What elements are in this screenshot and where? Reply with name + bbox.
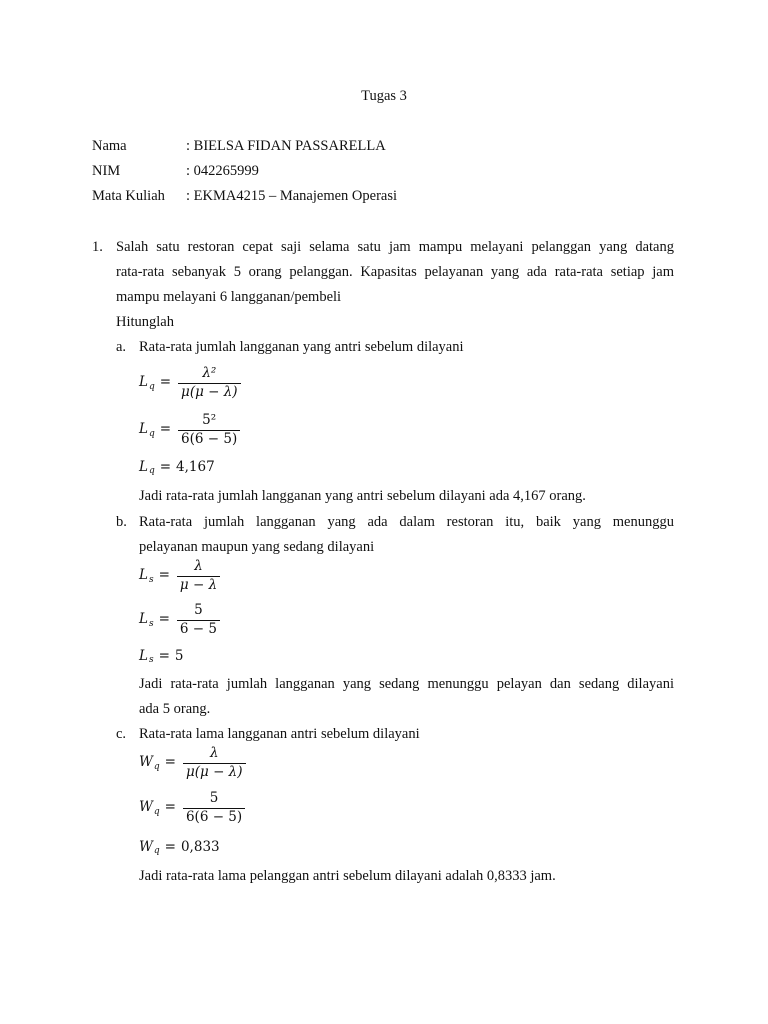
equals-sign: = — [164, 754, 176, 771]
fraction — [178, 367, 241, 399]
document-title: Tugas 3 — [361, 88, 407, 104]
equals-sign: = — [158, 567, 170, 584]
part-b-letter: b. — [116, 514, 127, 530]
formula-symbol: L — [139, 648, 148, 664]
formula-subscript: q — [148, 466, 155, 477]
result-value: 4,167 — [176, 459, 215, 475]
name-value: : BIELSA FIDAN PASSARELLA — [186, 138, 386, 154]
part-b-result — [139, 650, 184, 664]
formula-symbol: L — [139, 611, 148, 628]
course-value: : EKMA4215 – Manajemen Operasi — [186, 188, 398, 204]
fraction-denominator: 6 − 5 — [177, 620, 220, 637]
formula-symbol: W — [139, 799, 153, 816]
part-b-substitution — [139, 604, 220, 636]
part-b-heading-2: pelayanan maupun yang sedang dilayani — [139, 539, 375, 555]
fraction-numerator: λ — [194, 558, 203, 574]
part-b-heading-1: Rata-rata jumlah langganan yang ada dalam restoran itu, baik yang menunggu — [139, 514, 674, 530]
result-value: 5 — [174, 648, 184, 664]
fraction — [183, 792, 245, 824]
question-instruction: Hitunglah — [116, 314, 174, 330]
equals-sign: = — [159, 421, 172, 438]
fraction-numerator: 5 — [209, 790, 219, 806]
formula-subscript: q — [153, 761, 160, 772]
fraction — [183, 747, 246, 779]
question-line-2: rata-rata sebanyak 5 orang pelanggan. Kapasitas pelayanan yang ada rata-rata setiap jam — [116, 264, 674, 280]
fraction-denominator: μ(μ − λ) — [183, 763, 246, 780]
part-a-letter: a. — [116, 339, 127, 355]
question-line-1: Salah satu restoran cepat saji selama satu jam mampu melayani pelanggan yang datang — [116, 239, 674, 255]
equals-sign: = — [158, 648, 170, 664]
fraction-numerator: 5 — [194, 602, 203, 618]
formula-subscript: q — [153, 806, 160, 817]
formula-subscript: s — [148, 618, 154, 629]
question-number: 1. — [92, 239, 103, 255]
fraction-numerator: 5² — [202, 412, 217, 428]
part-a-conclusion: Jadi rata-rata jumlah langganan yang antri sebelum dilayani ada 4,167 orang. — [139, 488, 586, 504]
part-c-result — [139, 841, 220, 855]
part-c-substitution — [139, 792, 245, 824]
course-label: Mata Kuliah — [92, 188, 165, 204]
part-c-heading: Rata-rata lama langganan antri sebelum dilayani — [139, 726, 420, 742]
part-b-formula — [139, 560, 220, 592]
name-label: Nama — [92, 138, 127, 154]
fraction-denominator: 6(6 − 5) — [183, 808, 245, 825]
fraction-numerator: λ — [209, 745, 219, 761]
part-a-substitution — [139, 414, 240, 446]
fraction — [178, 414, 240, 446]
part-b-conclusion-2: ada 5 orang. — [139, 701, 211, 717]
formula-subscript: s — [148, 574, 154, 585]
equals-sign: = — [158, 611, 170, 628]
formula-symbol: L — [139, 421, 148, 438]
fraction-denominator: 6(6 − 5) — [178, 430, 240, 447]
part-c-formula — [139, 747, 246, 779]
fraction-denominator: μ − λ — [177, 576, 220, 593]
nim-value: : 042265999 — [186, 163, 259, 179]
part-a-result — [139, 461, 215, 475]
formula-symbol: W — [139, 839, 153, 855]
result-value: 0,833 — [180, 839, 220, 855]
question-line-3: mampu melayani 6 langganan/pembeli — [116, 289, 342, 305]
part-c-conclusion: Jadi rata-rata lama pelanggan antri sebelum dilayani adalah 0,8333 jam. — [139, 868, 556, 884]
part-a-heading: Rata-rata jumlah langganan yang antri sebelum dilayani — [139, 339, 464, 355]
equals-sign: = — [159, 459, 172, 475]
formula-subscript: q — [148, 428, 155, 439]
equals-sign: = — [164, 839, 176, 855]
formula-symbol: W — [139, 754, 153, 771]
fraction-numerator: λ² — [202, 365, 217, 381]
formula-subscript: s — [148, 655, 154, 666]
part-c-letter: c. — [116, 726, 127, 742]
nim-label: NIM — [92, 163, 121, 179]
equals-sign: = — [159, 374, 172, 391]
formula-symbol: L — [139, 459, 148, 475]
fraction — [177, 604, 220, 636]
fraction — [177, 560, 220, 592]
equals-sign: = — [164, 799, 176, 816]
formula-subscript: q — [153, 846, 160, 857]
part-b-conclusion-1: Jadi rata-rata jumlah langganan yang sedang menunggu pelayan dan sedang dilayani — [139, 676, 674, 692]
formula-subscript: q — [148, 381, 155, 392]
fraction-denominator: μ(μ − λ) — [178, 383, 241, 400]
part-a-formula — [139, 367, 241, 399]
formula-symbol: L — [139, 567, 148, 584]
formula-symbol: L — [139, 374, 148, 391]
